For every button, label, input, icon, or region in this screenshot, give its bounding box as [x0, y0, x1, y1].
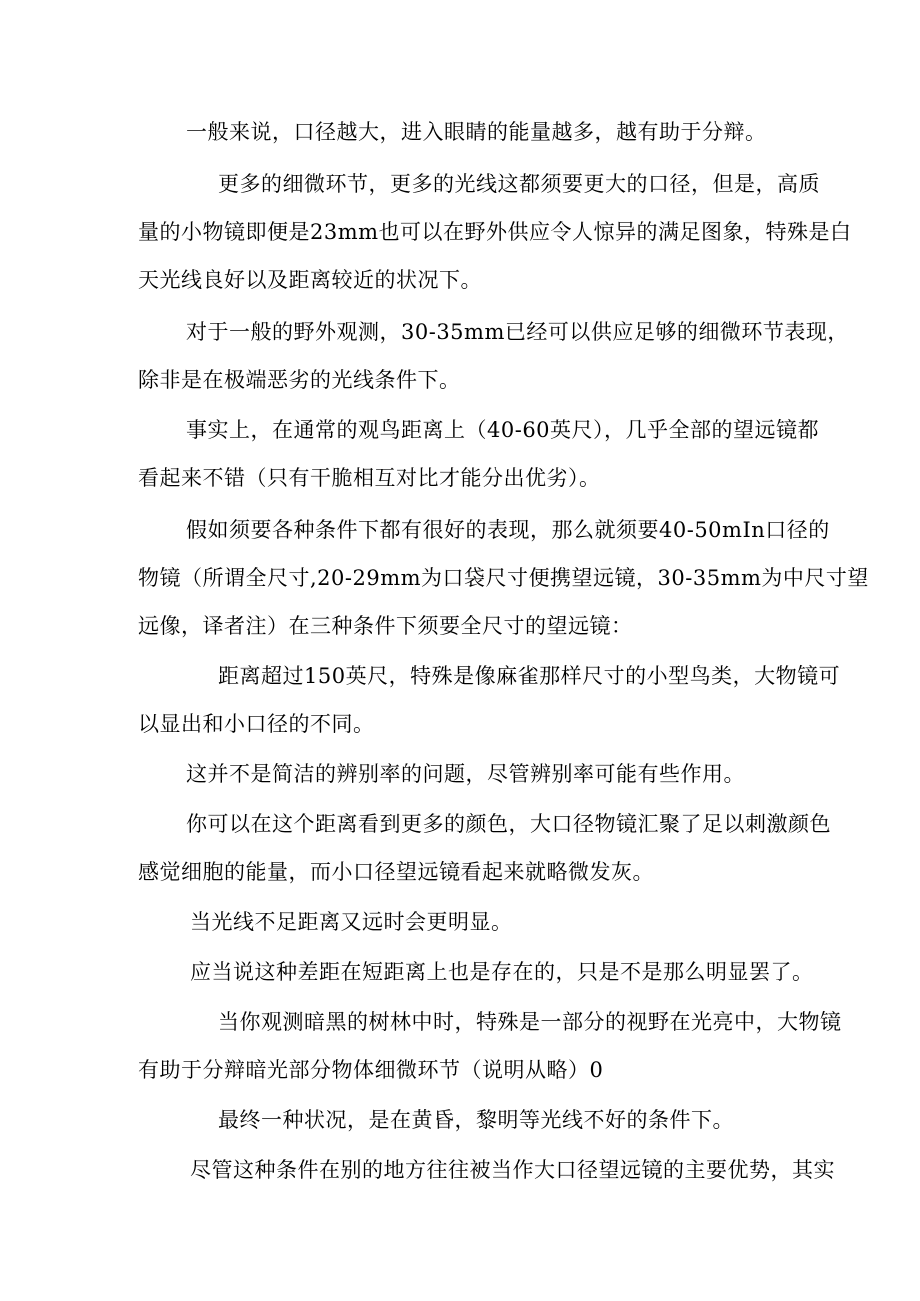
text-line: 以显出和小口径的不同。: [138, 712, 375, 736]
text-line: 最终一种状况，是在黄昏，黎明等光线不好的条件下。: [218, 1108, 734, 1132]
text-line: 物镜（所谓全尺寸,20-29mm为口袋尺寸便携望远镜，30-35mm为中尺寸望: [138, 566, 869, 590]
text-line: 当你观测暗黑的树林中时，特殊是一部分的视野在光亮中，大物镜: [218, 1010, 842, 1034]
text-line: 有助于分辩暗光部分物体细微环节（说明从略）0: [138, 1058, 604, 1082]
text-line: 假如须要各种条件下都有很好的表现，那么就须要40-50mIn口径的: [186, 518, 830, 542]
text-line: 一般来说，口径越大，进入眼睛的能量越多，越有助于分辩。: [186, 120, 767, 144]
text-line: 天光线良好以及距离较近的状况下。: [138, 268, 482, 292]
text-line: 看起来不错（只有干脆相互对比才能分出优劣）。: [138, 466, 601, 490]
text-line: 量的小物镜即便是23mm也可以在野外供应令人惊异的满足图象，特殊是白: [138, 220, 852, 244]
text-line: 你可以在这个距离看到更多的颜色，大口径物镜汇聚了足以刺激颜色: [186, 812, 831, 836]
text-line: 应当说这种差距在短距离上也是存在的，只是不是那么明显罢了。: [190, 960, 814, 984]
text-line: 距离超过150英尺，特殊是像麻雀那样尺寸的小型鸟类，大物镜可: [218, 664, 841, 688]
text-line: 尽管这种条件在别的地方往往被当作大口径望远镜的主要优势，其实: [190, 1158, 835, 1182]
text-line: 远像，译者注）在三种条件下须要全尺寸的望远镜：: [138, 614, 633, 638]
text-line: 更多的细微环节，更多的光线这都须要更大的口径，但是，高质: [218, 172, 820, 196]
text-line: 感觉细胞的能量，而小口径望远镜看起来就略微发灰。: [138, 860, 654, 884]
text-line: 除非是在极端恶劣的光线条件下。: [138, 368, 461, 392]
text-line: 这并不是简洁的辨别率的问题，尽管辨别率可能有些作用。: [186, 762, 745, 786]
text-line: 事实上，在通常的观鸟距离上（40-60英尺），几乎全部的望远镜都: [186, 418, 820, 442]
text-line: 当光线不足距离又远时会更明显。: [190, 910, 513, 934]
text-line: 对于一般的野外观测，30-35mm已经可以供应足够的细微环节表现，: [186, 320, 849, 344]
